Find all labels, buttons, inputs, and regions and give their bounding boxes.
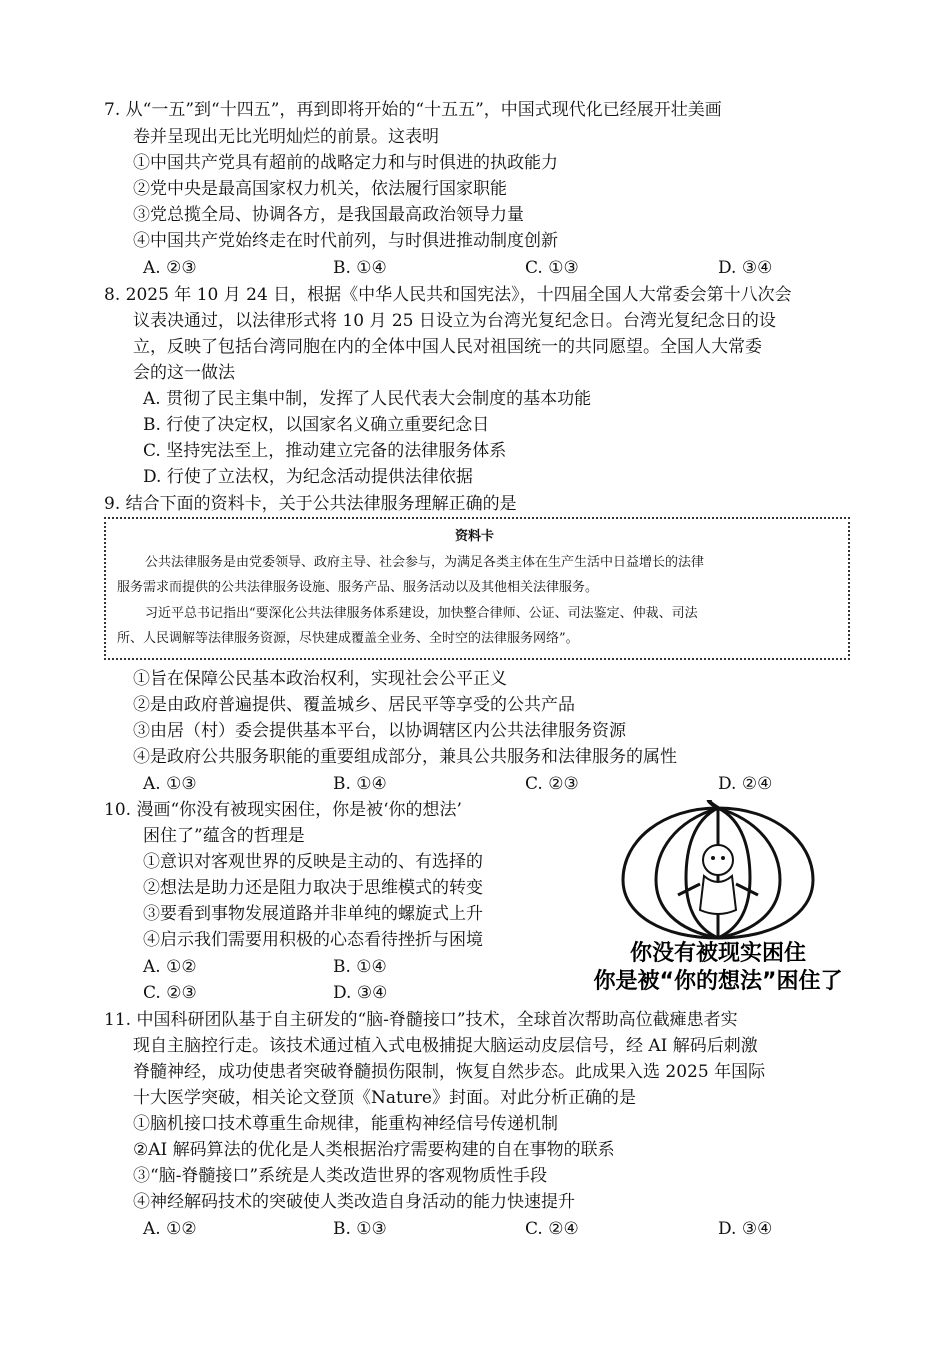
question-11-stem-line2: 现自主脑控行走。该技术通过植入式电极捕捉大脑运动皮层信号，经 AI 解码后刺激	[133, 1036, 758, 1056]
choice-d: D. ③④	[718, 1219, 773, 1239]
question-7-statement-1: ①中国共产党具有超前的战略定力和与时俱进的执政能力	[133, 153, 558, 173]
choice-c: C. ②③	[525, 774, 579, 794]
question-8-stem-line1: 8. 2025 年 10 月 24 日，根据《中华人民共和国宪法》，十四届全国人大常委会第十八次会	[104, 285, 792, 305]
question-9-statement-4: ④是政府公共服务职能的重要组成部分，兼具公共服务和法律服务的属性	[133, 747, 677, 767]
choice-a: A. ①②	[143, 1219, 197, 1239]
data-card-paragraph-2-line2: 所、人民调解等法律服务资源，尽快建成覆盖全业务、全时空的法律服务网络”。	[117, 631, 579, 646]
question-11-stem-line4: 十大医学突破，相关论文登顶《Nature》封面。对此分析正确的是	[133, 1088, 636, 1108]
question-10-statement-4: ④启示我们需要用积极的心态看待挫折与困境	[143, 930, 483, 950]
choice-a: A. ①③	[143, 774, 197, 794]
question-9-statement-1: ①旨在保障公民基本政治权利，实现社会公平正义	[133, 669, 507, 689]
choice-b: B. ①④	[333, 774, 387, 794]
choice-c: C. ②③	[143, 983, 197, 1003]
question-9-statement-3: ③由居（村）委会提供基本平台，以协调辖区内公共法律服务资源	[133, 721, 626, 741]
question-7-choices	[0, 255, 950, 281]
choice-b: B. ①④	[333, 258, 387, 278]
question-7-stem-line1: 7. 从“一五”到“十四五”，再到即将开始的“十五五”，中国式现代化已经展开壮美画	[104, 100, 722, 120]
question-8-stem-line4: 会的这一做法	[133, 363, 235, 383]
choice-c: C. ①③	[525, 258, 579, 278]
question-11-statement-4: ④神经解码技术的突破使人类改造自身活动的能力快速提升	[133, 1192, 575, 1212]
choice-a: A. ②③	[143, 258, 197, 278]
question-10-statement-1: ①意识对客观世界的反映是主动的、有选择的	[143, 852, 483, 872]
question-7-stem-line2: 卷并呈现出无比光明灿烂的前景。这表明	[133, 127, 439, 147]
question-10-stem-line2: 困住了”蕴含的哲理是	[143, 826, 305, 846]
question-8-option-a: A. 贯彻了民主集中制，发挥了人民代表大会制度的基本功能	[143, 389, 592, 409]
question-9-stem: 9. 结合下面的资料卡，关于公共法律服务理解正确的是	[104, 494, 517, 514]
choice-b: B. ①③	[333, 1219, 387, 1239]
cartoon-caption-line2: 你是被“你的想法”困住了	[593, 969, 843, 994]
data-card-paragraph-1-line1: 公共法律服务是由党委领导、政府主导、社会参与，为满足各类主体在生产生活中日益增长的法律	[145, 555, 705, 570]
question-9-statement-2: ②是由政府普遍提供、覆盖城乡、居民平等享受的公共产品	[133, 695, 575, 715]
question-10-choices-row1	[0, 954, 600, 980]
data-card-paragraph-1-line2: 服务需求而提供的公共法律服务设施、服务产品、服务活动以及其他相关法律服务。	[117, 580, 599, 595]
question-11-statement-3: ③“脑-脊髓接口”系统是人类改造世界的客观物质性手段	[133, 1166, 548, 1186]
cartoon-illustration	[568, 800, 868, 1000]
question-10-stem-line1: 10. 漫画“你没有被现实困住，你是被‘你的想法’	[104, 800, 462, 820]
cartoon	[568, 800, 868, 1000]
choice-c: C. ②④	[525, 1219, 579, 1239]
question-7-statement-4: ④中国共产党始终走在时代前列，与时俱进推动制度创新	[133, 231, 558, 251]
choice-b: B. ①④	[333, 957, 387, 977]
choice-d: D. ③④	[333, 983, 388, 1003]
choice-d: D. ②④	[718, 774, 773, 794]
question-11-stem-line3: 脊髓神经，成功使患者突破脊髓损伤限制，恢复自然步态。此成果入选 2025 年国际	[133, 1062, 766, 1082]
question-7-statement-3: ③党总揽全局、协调各方，是我国最高政治领导力量	[133, 205, 524, 225]
data-card-title: 资料卡	[455, 529, 495, 544]
question-8-option-d: D. 行使了立法权，为纪念活动提供法律依据	[143, 467, 473, 487]
question-8-stem-line2: 议表决通过，以法律形式将 10 月 25 日设立为台湾光复纪念日。台湾光复纪念日的设	[133, 311, 776, 331]
question-10-choices-row2	[0, 980, 600, 1006]
data-card-paragraph-2-line1: 习近平总书记指出“要深化公共法律服务体系建设，加快整合律师、公证、司法鉴定、仲裁、司法	[145, 606, 698, 621]
question-8-stem-line3: 立，反映了包括台湾同胞在内的全体中国人民对祖国统一的共同愿望。全国人大常委	[133, 337, 762, 357]
question-10-statement-2: ②想法是助力还是阻力取决于思维模式的转变	[143, 878, 483, 898]
question-11-statement-1: ①脑机接口技术尊重生命规律，能重构神经信号传递机制	[133, 1114, 558, 1134]
choice-a: A. ①②	[143, 957, 197, 977]
question-8-option-c: C. 坚持宪法至上，推动建立完备的法律服务体系	[143, 441, 507, 461]
question-8-option-b: B. 行使了决定权，以国家名义确立重要纪念日	[143, 415, 490, 435]
question-9-choices	[0, 771, 950, 797]
question-11-statement-2: ②AI 解码算法的优化是人类根据治疗需要构建的自在事物的联系	[133, 1140, 615, 1160]
cartoon-caption-line1: 你没有被现实困住	[629, 941, 807, 966]
question-7-statement-2: ②党中央是最高国家权力机关，依法履行国家职能	[133, 179, 507, 199]
question-10-statement-3: ③要看到事物发展道路并非单纯的螺旋式上升	[143, 904, 483, 924]
choice-d: D. ③④	[718, 258, 773, 278]
question-11-stem-line1: 11. 中国科研团队基于自主研发的“脑-脊髓接口”技术，全球首次帮助高位截瘫患者实	[104, 1010, 738, 1030]
question-11-choices	[0, 1216, 950, 1242]
